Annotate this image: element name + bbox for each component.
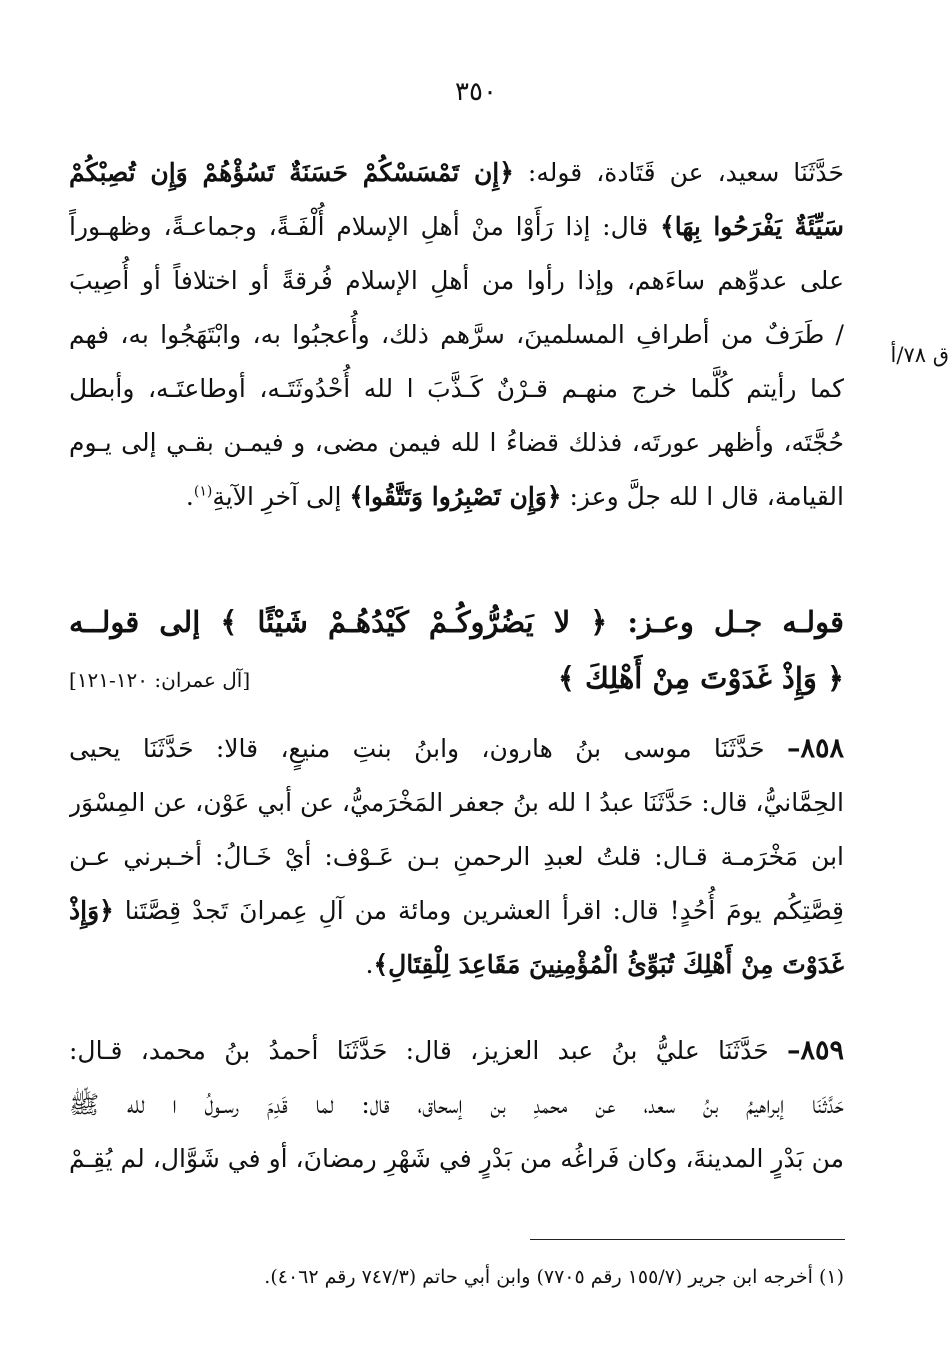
heading-verse: ﴿ وَإِذْ غَدَوْتَ مِنْ أَهْلِكَ ﴾ <box>557 661 844 695</box>
text-line <box>69 200 844 254</box>
quran-verse: ﴿وَإِذْ <box>69 896 114 925</box>
line-text: حَدَّثَنَا موسى بنُ هارون، وابنُ بنتِ منيعٍ، قالا: حَدَّثَنَا يحيى <box>69 734 787 763</box>
line-text: الحِمَّانيُّ، قال: حَدَّثَنَا عبدُ ا لله بنُ جعفر المَخْرَميُّ، عن أبي عَوْن، عن المِسْوَر <box>69 788 844 817</box>
text-line <box>69 362 844 416</box>
hadith-858 <box>69 722 844 992</box>
text-line <box>69 416 844 470</box>
line-text: قال: إذا رَأَوْا منْ أهلِ الإسلام أُلْفَـةً، وجماعـةً، وظهـوراً <box>69 212 661 241</box>
line-text: من بَدْرٍ المدينةَ، وكان فَراغُه من بَدْرٍ في شَهْرِ رمضانَ، أو في شَوَّال، لم يُقِـمْ <box>69 1144 844 1173</box>
text-line <box>69 254 844 308</box>
heading-line <box>69 650 844 706</box>
paragraph-qatada <box>69 146 844 524</box>
hadith-859 <box>69 1024 844 1186</box>
quran-verse: ﴿وَإِن تَصْبِرُوا وَتَتَّقُوا﴾ <box>349 482 562 511</box>
text-line <box>69 1078 844 1132</box>
quran-verse: ﴿إِن تَمْسَسْكُمْ حَسَنَةٌ تَسُؤْهُمْ وَإِن تُصِبْكُمْ <box>69 158 514 187</box>
margin-manuscript-note: ق ٧٨/أ <box>890 343 949 367</box>
text-line <box>69 146 844 200</box>
line-text: / طَرَفٌ من أطرافِ المسلمينَ، سرَّهم ذلك، وأُعجبُوا به، وابْتَهَجُوا به، فهم <box>69 320 844 349</box>
footnote-divider <box>530 1239 845 1240</box>
text-line <box>69 1024 844 1078</box>
hadith-number: ٨٥٨– <box>786 733 844 764</box>
text-line <box>69 776 844 830</box>
quran-verse: غَدَوْتَ مِنْ أَهْلِكَ تُبَوِّئُ الْمُؤْمِنِينَ مَقَاعِدَ لِلْقِتَالِ﴾ <box>373 950 844 979</box>
line-text: حُجَّتَه، وأظهر عورتَه، فذلك قضاءُ ا لله فيمن مضى، و فيمـن بقـي إلى يـوم <box>69 428 844 457</box>
line-text: . <box>185 482 194 511</box>
page-number: ٣٥٠ <box>455 77 497 107</box>
text-line <box>69 884 844 938</box>
hadith-number: ٨٥٩– <box>786 1035 844 1066</box>
line-text: على عدوِّهم ساءَهم، وإذا رأوا من أهلِ الإسلام فُرقةً أو اختلافاً أو أُصِيبَ <box>69 266 844 295</box>
line-text: القيامة، قال ا لله جلَّ وعز: <box>561 482 844 511</box>
quran-verse: سَيِّئَةٌ يَفْرَحُوا بِهَا﴾ <box>660 212 844 241</box>
text-line <box>69 722 844 776</box>
text-line <box>69 308 844 362</box>
line-text: . <box>365 950 374 979</box>
text-line <box>69 938 844 992</box>
text-line <box>69 470 844 524</box>
line-text: كما رأيتم كُلَّما خرج منهـم قـرْنٌ كَـذَّبَ ا لله أُحْدُوثَتَـه، أوطاعتَـه، وأبطل <box>69 374 844 403</box>
footnote-marker[interactable]: (١) <box>193 483 213 500</box>
line-text: حَدَّثَنَا سعيد، عن قَتَادة، قوله: <box>513 158 844 187</box>
section-heading <box>69 594 844 706</box>
line-text: حَدَّثَنَا إبراهيمُ بنُ سعد، عن محمدِ بن إسحاق، قال: لما قَدِمَ رسـولُ ا لله ﷺ <box>69 1090 844 1119</box>
surah-reference: [آل عمران: ١٢٠-١٢١] <box>69 668 251 692</box>
footnote-1: (١) أخرجه ابن جرير (١٥٥/٧ رقم ٧٧٠٥) وابن أبي حاتم (٧٤٧/٣ رقم ٤٠٦٢). <box>264 1266 844 1288</box>
line-text: قِصَّتِكُم يومَ أُحُدٍ! قال: اقرأ العشرين ومائة من آلِ عِمرانَ تَجدْ قِصَّتَنا <box>113 896 844 925</box>
line-text: ابن مَخْرَمـة قـال: قلتُ لعبدِ الرحمنِ بـن عَـوْف: أيْ خَـالُ: أخـبرني عـن <box>69 842 844 871</box>
line-text: إلى آخرِ الآيةِ <box>212 482 350 511</box>
text-line <box>69 830 844 884</box>
heading-line: قولـه جـل وعـز: ﴿ لا يَضُرُّوكُـمْ كَيْدُهُـمْ شَيْئًا ﴾ إلى قولــه <box>69 605 844 639</box>
text-line <box>69 1132 844 1186</box>
line-text: حَدَّثَنَا عليُّ بنُ عبد العزيز، قال: حَدَّثَنَا أحمدُ بنُ محمد، قـال: <box>69 1036 787 1065</box>
